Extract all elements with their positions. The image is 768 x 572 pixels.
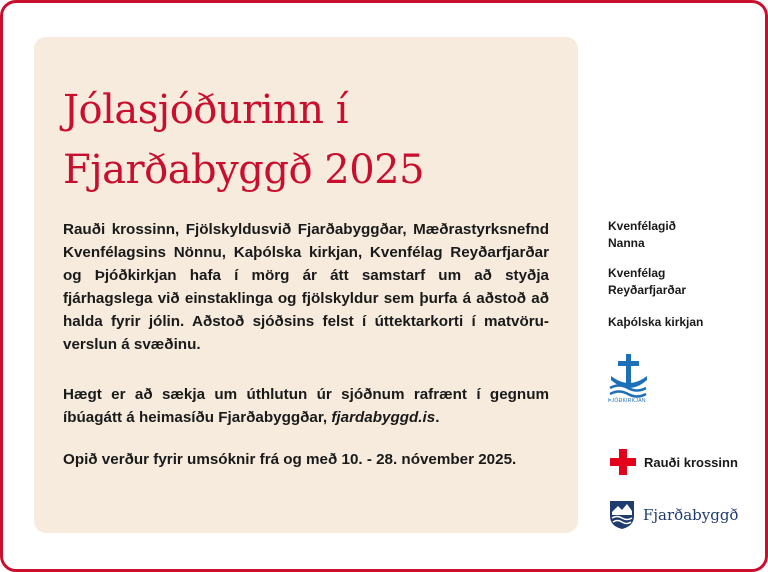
application-text: Hægt er að sækja um úthlutun úr sjóðnum rafrænt í gegnum íbúagátt á heimasíðu Fjarðabyggðar, — [63, 386, 549, 426]
partner-kvenfelagid-nanna — [608, 218, 748, 252]
red-cross-icon — [610, 449, 636, 475]
partner-reydarfjardar-line2: Reyðarfjarðar — [608, 283, 687, 297]
fjardabyggd-label: Fjarðabyggð — [643, 506, 739, 524]
partner-kvenfelag-reydarfjardar — [608, 265, 748, 299]
thjodkirkjan-logo-icon — [606, 352, 652, 404]
application-end: . — [435, 409, 440, 426]
title-line-2: Fjarðabyggð 2025 — [63, 147, 425, 193]
raudi-krossinn-label: Rauði krossinn — [644, 454, 738, 470]
deadline-paragraph: Opið verður fyrir umsóknir frá og með 10. - 28. nóvember 2025. — [63, 451, 517, 468]
fjardabyggd-logo — [609, 500, 738, 530]
partner-nanna-line2: Nanna — [608, 236, 645, 250]
intro-paragraph: Rauði krossinn, Fjölskyldusvið Fjarðabyggðar, Mæðrastyrksnefnd Kvenfélagsins Nönnu, Kaþólska kirkjan, Kvenfélag Reyðarfjarðar og Þjóðkirkjan hafa í mörg ár átt samstarf um að styðja fjárhagslega við einstaklinga og fjölskyldur sem þurfa á aðstoð að halda fyrir jólin. Aðstoð sjóðsins felst í úttektarkorti í matvöru-verslun á svæðinu. — [63, 221, 549, 353]
thjodkirkjan-label: ÞJÓÐKIRKJAN — [608, 398, 646, 404]
raudi-krossinn-logo — [610, 449, 738, 475]
website-link[interactable]: fjardabyggd.is — [331, 409, 436, 426]
fjardabyggd-shield-icon — [609, 500, 635, 530]
application-paragraph — [63, 383, 549, 429]
partner-katholska-kirkjan: Kaþólska kirkjan — [608, 315, 704, 329]
page-title — [63, 80, 563, 200]
title-line-1: Jólasjóðurinn í — [63, 87, 349, 133]
partner-kvenfelag-line1: Kvenfélag — [608, 266, 666, 280]
partner-kvenfelagid-line1: Kvenfélagið — [608, 219, 677, 233]
